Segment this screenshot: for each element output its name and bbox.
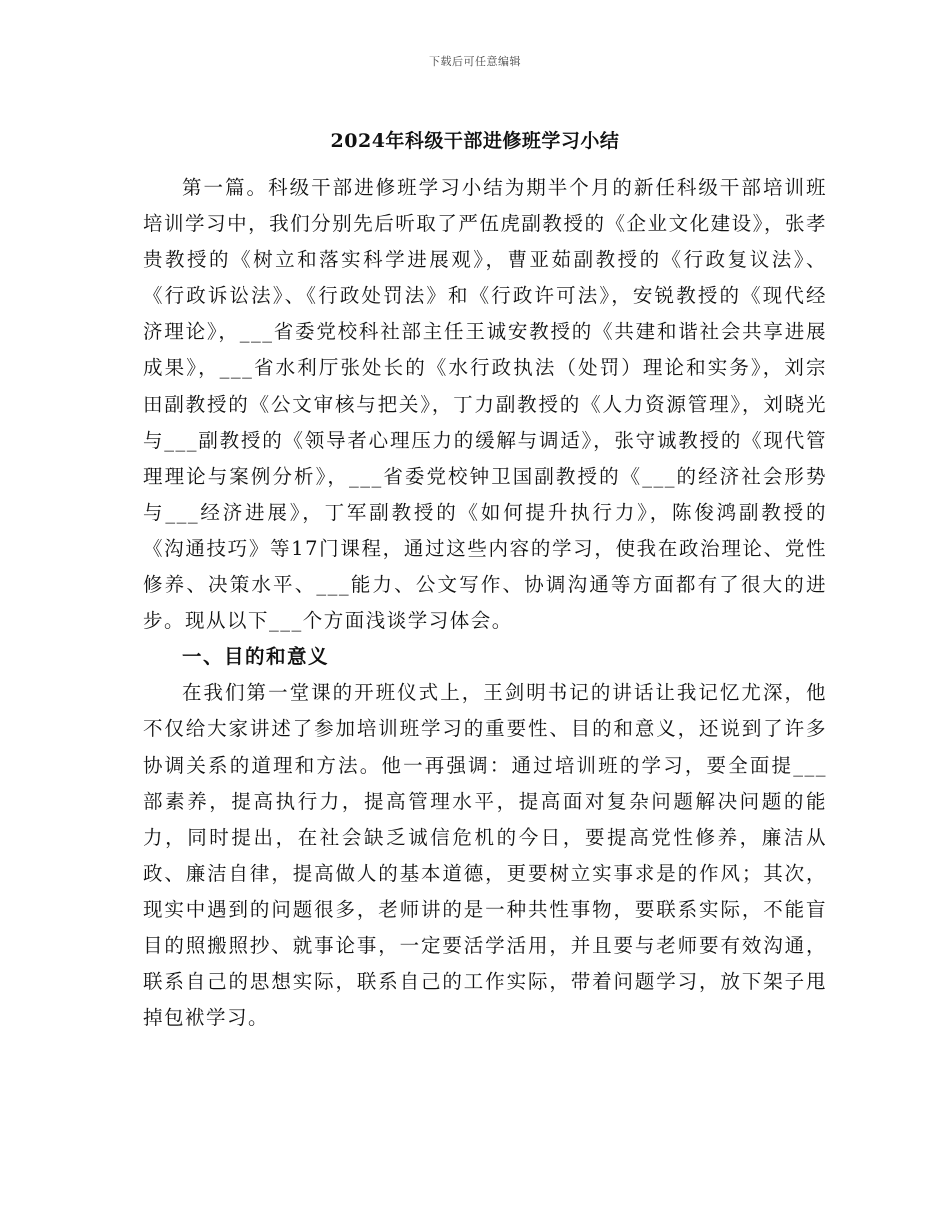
page-header-note: 下载后可任意编辑 — [429, 55, 521, 68]
section-heading: 一、目的和意义 — [182, 645, 330, 669]
body-paragraph: 第一篇。科级干部进修班学习小结为期半个月的新任科级干部培训班培训学习中，我们分别先后听取了严伍虎副教授的《企业文化建设》，张孝贵教授的《树立和落实科学进展观》，曹亚茹副教授的《行政复议法》、《行政诉讼法》、《行政处罚法》和《行政许可法》，安锐教授的《现代经济理论》，___省委党校科社部主任王诚安教授的《共建和谐社会共享进展成果》，___省水利厅张处长的《水行政执法（处罚）理论和实务》，刘宗田副教授的《公文审核与把关》，丁力副教授的《人力资源管理》，刘晓光与___副教授的《领导者心理压力的缓解与调适》，张守诚教授的《现代管理理论与案例分析》，___省委党校钟卫国副教授的《___的经济社会形势与___经济进展》，丁军副教授的《如何提升执行力》，陈俊鸿副教授的《沟通技巧》等17门课程，通过这些内容的学习，使我在政治理论、党性修养、决策水平、___能力、公文写作、协调沟通等方面都有了很大的进步。现从以下___个方面浅谈学习体会。 — [143, 176, 827, 633]
document-body — [143, 170, 827, 1036]
document-title: 2024年科级干部进修班学习小结 — [330, 130, 620, 152]
section-paragraph: 在我们第一堂课的开班仪式上，王剑明书记的讲话让我记忆尤深，他不仅给大家讲述了参加培训班学习的重要性、目的和意义，还说到了许多协调关系的道理和方法。他一再强调：通过培训班的学习，要全面提___部素养，提高执行力，提高管理水平，提高面对复杂问题解决问题的能力，同时提出，在社会缺乏诚信危机的今日，要提高党性修养，廉洁从政、廉洁自律，提高做人的基本道德，更要树立实事求是的作风；其次，现实中遇到的问题很多，老师讲的是一种共性事物，要联系实际，不能盲目的照搬照抄、就事论事，一定要活学活用，并且要与老师要有效沟通，联系自己的思想实际，联系自己的工作实际，带着问题学习，放下架子甩掉包袱学习。 — [143, 681, 827, 1030]
